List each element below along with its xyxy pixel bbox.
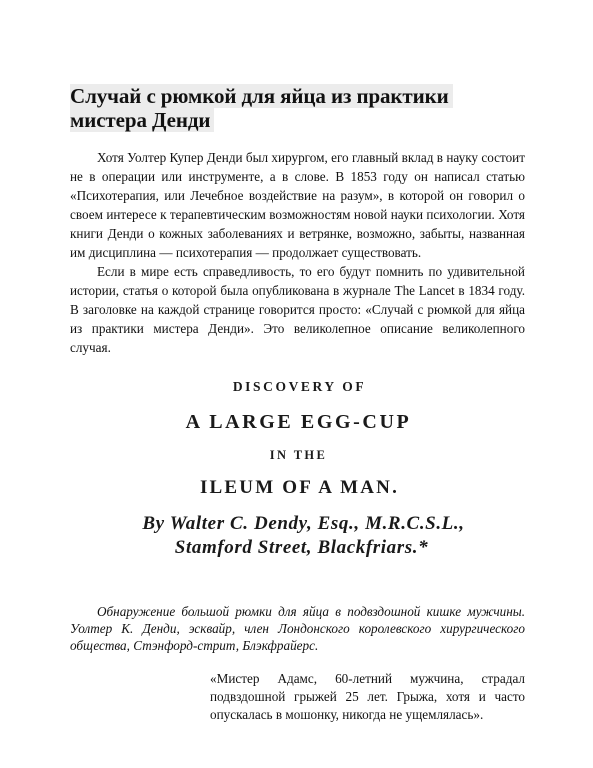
case-quote: «Мистер Адамс, 60-летний мужчина, страдал подвздошной грыжей 25 лет. Грыжа, хотя и часто опускалась в мошонку, никогда не ущемлялась». bbox=[210, 671, 525, 722]
document-page bbox=[70, 84, 525, 737]
scan-translation-caption: Обнаружение большой рюмки для яйца в подвздошной кишке мужчины. Уолтер К. Денди, эсквайр, член Лондонского королевского хирургического общества, Стэнфорд-стрит, Блэкфрайерс. bbox=[70, 604, 525, 653]
scan-heading-line-2: A LARGE EGG-CUP bbox=[185, 411, 412, 433]
scan-heading-line-1: DISCOVERY OF bbox=[232, 379, 367, 394]
scan-address-line: Stamford Street, Blackfriars.* bbox=[174, 537, 429, 558]
scanned-article-heading bbox=[70, 379, 525, 559]
body-paragraph-1: Хотя Уолтер Купер Денди был хирургом, его главный вклад в науку состоит не в операции или инструменте, а в слове. В 1853 году он написал статью «Психотерапия, или Лечебное воздействие на разум», в которой он говорил о своем интересе к терапевтическим возможностям новой науки психологии. Хотя книги Денди о кожных заболеваниях и ветрянке, возможно, забыты, названная им дисциплина — психотерапия — продолжает существовать. bbox=[70, 150, 525, 260]
scan-author-line: By Walter C. Dendy, Esq., M.R.C.S.L., bbox=[142, 513, 465, 534]
article-title-text: Случай с рюмкой для яйца из практики мистера Денди bbox=[70, 84, 453, 132]
article-title bbox=[70, 84, 525, 132]
scan-heading-line-3: IN THE bbox=[269, 448, 328, 462]
scan-heading-line-4: ILEUM OF A MAN. bbox=[199, 477, 400, 498]
body-paragraph-2: Если в мире есть справедливость, то его будут помнить по удивительной истории, статья о которой была опубликована в журнале The Lancet в 1834 году. В заголовке на каждой странице говорится просто: «Случай с рюмкой для яйца из практики мистера Денди». Это великолепное описание великолепного случая. bbox=[70, 264, 525, 355]
